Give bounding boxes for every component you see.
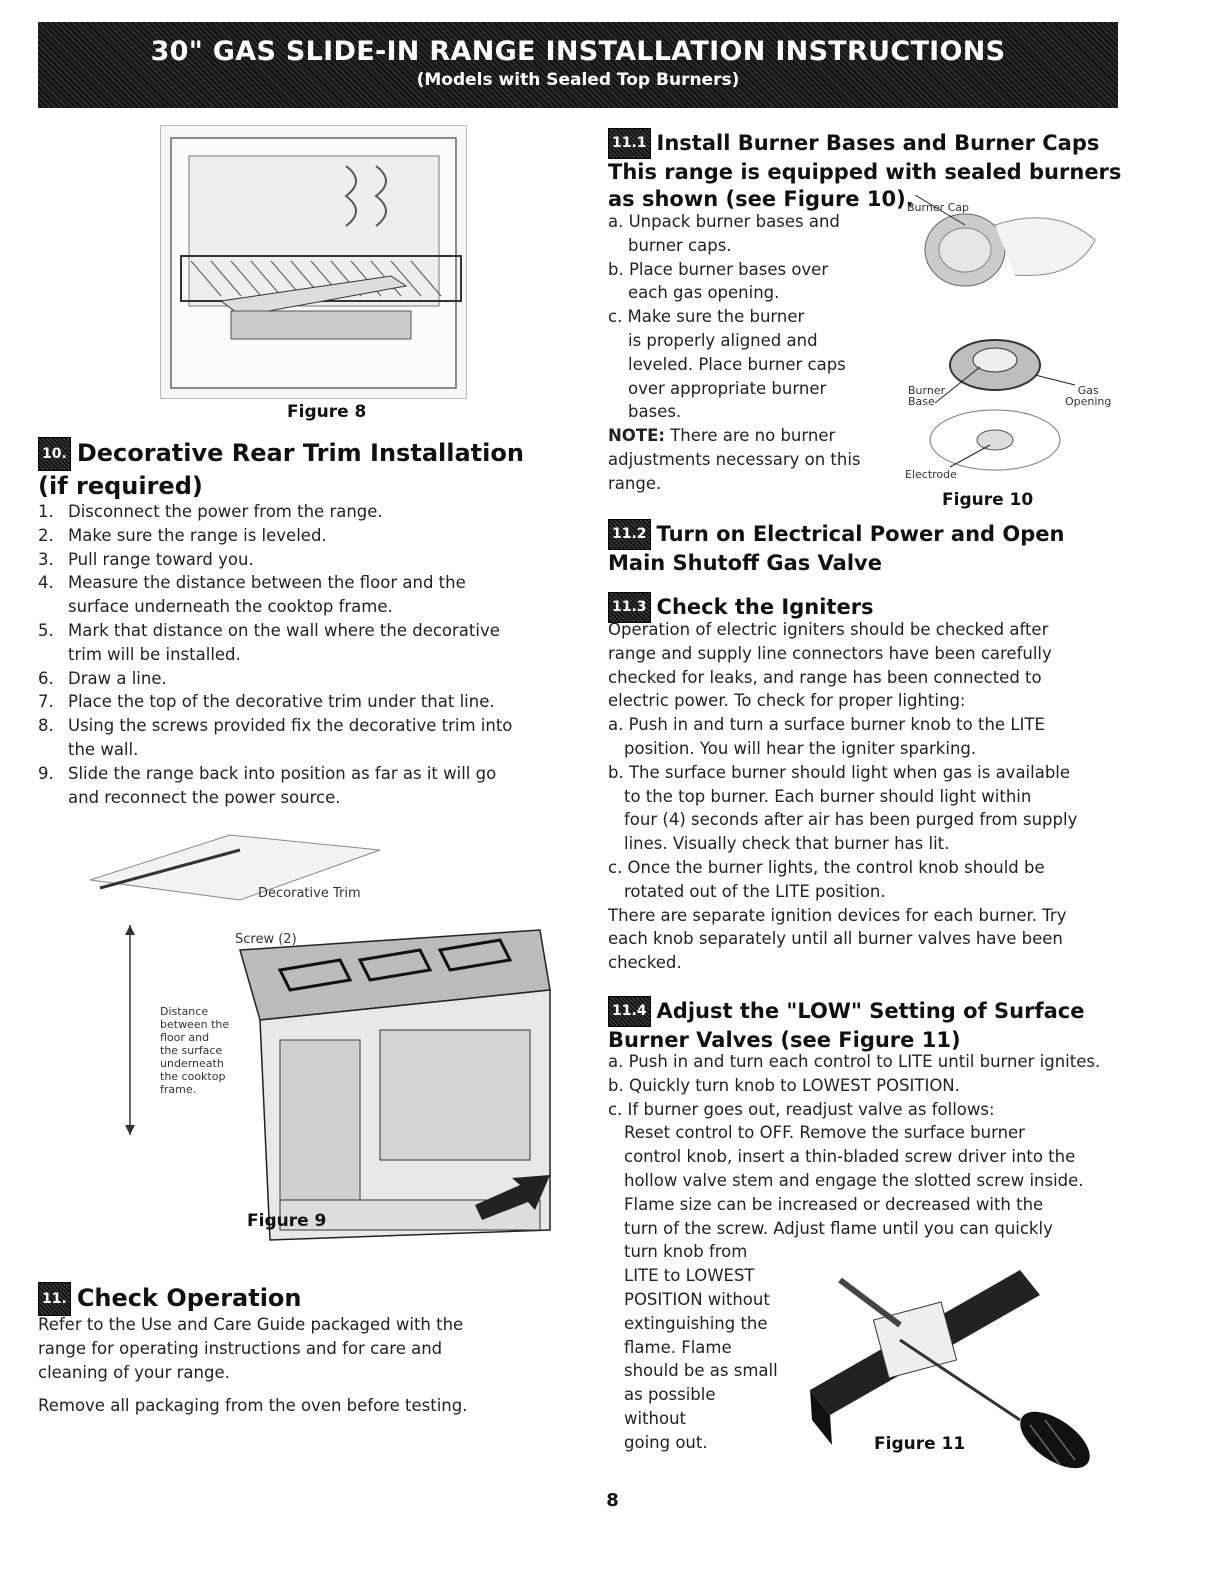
- list-item: 5. Mark that distance on the wall where the decorative trim will be installed.: [38, 620, 500, 664]
- list-item: 2. Make sure the range is leveled.: [38, 525, 327, 545]
- section-11-3-badge: 11.3: [608, 592, 651, 623]
- list-item: 3. Pull range toward you.: [38, 549, 254, 569]
- figure-8-caption: Figure 8: [287, 402, 367, 422]
- section-11-text: Refer to the Use and Care Guide packaged with the range for operating instructions and for care and cleaning of your range. Remove all packaging from the oven before testing.: [38, 1313, 578, 1418]
- section-10-badge: 10.: [38, 437, 71, 471]
- label-gas-opening: Gas Opening: [1065, 384, 1112, 408]
- section-11-title: Check Operation: [76, 1284, 302, 1312]
- figure-9-caption: Figure 9: [247, 1211, 327, 1231]
- section-11-4-text: a. Push in and turn each control to LITE until burner ignites. b. Quickly turn knob to LOWEST POSITION. c. If burner goes out, readjust valve as follows: Reset control to OFF. Remove the surface burner control knob, insert a thin-bladed screw driver into the hollow valve stem and engage the slotted screw inside. Flame size can be increased or decreased with the turn of the screw. Adjust flame until you can quickly turn knob from LITE to LOWEST POSITION without extinguishing the flame. Flame should be as small as possible without going out.: [608, 1052, 1101, 1452]
- page-number: 8: [606, 1490, 619, 1511]
- list-item: 4. Measure the distance between the floor and the surface underneath the cooktop frame.: [38, 573, 466, 617]
- label-screw: Screw (2): [235, 932, 297, 947]
- label-electrode: Electrode: [905, 468, 957, 481]
- section-11-4-badge: 11.4: [608, 996, 651, 1027]
- steps-list: [38, 500, 583, 809]
- figure-11-caption: Figure 11: [874, 1434, 966, 1454]
- figure-10-caption: Figure 10: [942, 490, 1034, 510]
- section-10-title-line2: (if required): [38, 472, 203, 500]
- section-10-title: Decorative Rear Trim Installation: [76, 439, 524, 467]
- burner-illustration: [895, 195, 1110, 485]
- list-item: 7. Place the top of the decorative trim under that line.: [38, 692, 495, 712]
- section-11-heading: [38, 1282, 302, 1316]
- figure-8-image: [160, 125, 467, 399]
- section-11-2-heading: 11.2 Turn on Electrical Power and Open Main Shutoff Gas Valve: [608, 519, 1128, 577]
- section-11-badge: 11.: [38, 1282, 71, 1316]
- note-label: NOTE:: [608, 426, 665, 446]
- oven-rack-illustration: [161, 126, 466, 398]
- label-burner-cap: Burner Cap: [907, 201, 970, 214]
- section-11-3-text: Operation of electric igniters should be checked after range and supply line connectors have been carefully checked for leaks, and range has been connected to electric power. To check for proper lighting: a. Push in and turn a surface burner knob to the LITE position. You will hear the igniter sparking. b. The surface burner should light when gas is available to the top burner. Each burner should light within four (4) seconds after air has been purged from supply lines. Visually check that burner has lit. c. Once the burner lights, the control knob should be rotated out of the LITE position. There are separate ignition devices for each burner. Try each knob separately until all burner valves have been checked.: [608, 620, 1078, 973]
- section-10-steps: [38, 500, 583, 809]
- label-burner-base: Burner Base: [908, 384, 946, 408]
- label-distance: Distance between the floor and the surface underneath the cooktop frame.: [160, 1005, 230, 1096]
- packaging-note: Remove all packaging from the oven before testing.: [38, 1396, 468, 1416]
- figure-9-image: [80, 830, 580, 1250]
- section-11-3-heading: 11.3 Check the Igniters: [608, 592, 874, 623]
- section-11-1-badge: 11.1: [608, 128, 651, 159]
- label-decorative-trim: Decorative Trim: [258, 886, 361, 901]
- list-item: 1. Disconnect the power from the range.: [38, 502, 383, 521]
- figure-10-image: [895, 195, 1110, 485]
- header-banner: [38, 22, 1118, 108]
- section-10-heading: [38, 437, 578, 501]
- section-11-2-badge: 11.2: [608, 519, 651, 550]
- list-item: 9. Slide the range back into position as far as it will go and reconnect the power source.: [38, 763, 497, 807]
- page-subtitle: (Models with Sealed Top Burners): [416, 70, 740, 90]
- list-item: 6. Draw a line.: [38, 668, 167, 688]
- section-11-4-heading: 11.4 Adjust the "LOW" Setting of Surface Burner Valves (see Figure 11): [608, 996, 1128, 1054]
- section-11-1-text: a. Unpack burner bases and burner caps. b. Place burner bases over each gas opening. c. Make sure the burner is properly aligned and leveled. Place burner caps over appropriate burner bases. NOTE: There are no burner adjustments necessary on this range.: [608, 212, 861, 493]
- section-11-1-heading: 11.1 Install Burner Bases and Burner Caps This range is equipped with sealed burners as shown (see Figure 10).: [608, 128, 1128, 213]
- list-item: 8. Using the screws provided fix the decorative trim into the wall.: [38, 716, 513, 759]
- page-title: 30" GAS SLIDE-IN RANGE INSTALLATION INSTRUCTIONS: [150, 36, 1006, 67]
